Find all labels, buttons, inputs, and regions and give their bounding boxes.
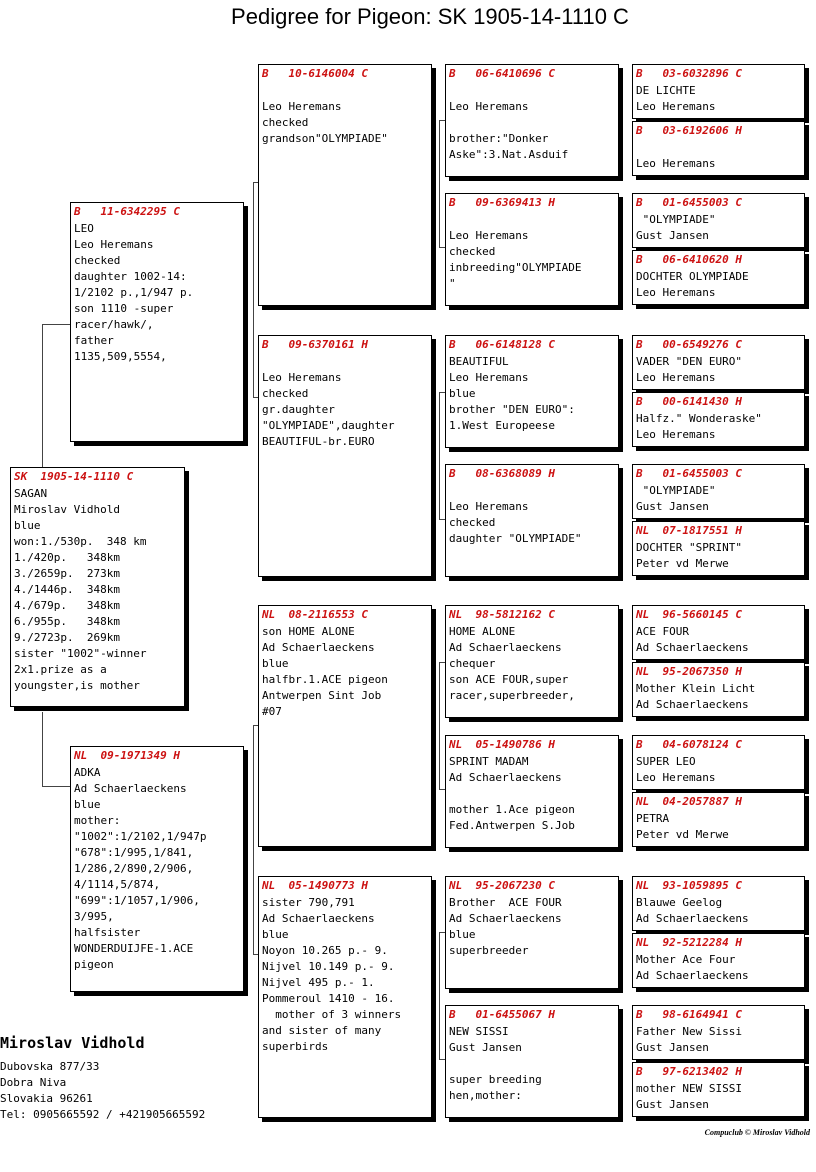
detail-line: SPRINT MADAM bbox=[449, 755, 529, 768]
pigeon-card-father bbox=[70, 202, 244, 442]
pigeon-card-mother bbox=[70, 746, 244, 992]
owner-city: Dobra Niva bbox=[0, 1076, 67, 1089]
pigeon-details bbox=[636, 483, 801, 515]
detail-line: halfsister bbox=[74, 926, 141, 939]
pigeon-details bbox=[636, 269, 801, 301]
detail-line: blue bbox=[262, 657, 289, 670]
pigeon-details bbox=[449, 895, 615, 959]
detail-line: Leo Heremans bbox=[449, 229, 529, 242]
detail-line: super breeding bbox=[449, 1073, 542, 1086]
pigeon-details bbox=[449, 1024, 615, 1104]
pigeon-card-g3 bbox=[632, 193, 805, 248]
detail-line: mother: bbox=[74, 814, 121, 827]
pigeon-details bbox=[449, 754, 615, 834]
detail-line: Gust Jansen bbox=[636, 500, 709, 513]
detail-line: Leo Heremans bbox=[262, 100, 342, 113]
ring-number: NL 95-2067230 C bbox=[449, 879, 555, 892]
pigeon-card-g13 bbox=[632, 876, 805, 931]
ring-number: B 97-6213402 H bbox=[636, 1065, 742, 1078]
pigeon-card-mfm bbox=[445, 735, 619, 848]
ring-number: B 01-6455003 C bbox=[636, 196, 742, 209]
detail-line: Antwerpen Sint Job bbox=[262, 689, 382, 702]
detail-line: daughter "OLYMPIADE" bbox=[449, 532, 582, 545]
pigeon-details bbox=[262, 83, 428, 147]
owner-phone: Tel: 0905665592 / +421905665592 bbox=[0, 1108, 206, 1121]
detail-line: Nijvel 495 p.- 1. bbox=[262, 976, 375, 989]
ring-number: SK 1905-14-1110 C bbox=[14, 470, 134, 483]
ring-number: B 10-6146004 C bbox=[262, 67, 368, 80]
detail-line: 1.West Europeese bbox=[449, 419, 555, 432]
detail-line: racer,superbreeder, bbox=[449, 689, 575, 702]
pigeon-details bbox=[636, 811, 801, 843]
detail-line: chequer bbox=[449, 657, 496, 670]
ring-number: NL 96-5660145 C bbox=[636, 608, 742, 621]
detail-line: Halfz." Wonderaske" bbox=[636, 412, 762, 425]
pigeon-card-fmf bbox=[445, 335, 619, 448]
detail-line: hen,mother: bbox=[449, 1089, 522, 1102]
pigeon-card-g11 bbox=[632, 735, 805, 790]
pigeon-details bbox=[636, 411, 801, 443]
detail-line: 4/1114,5/874, bbox=[74, 878, 161, 891]
ring-number: B 04-6078124 C bbox=[636, 738, 742, 751]
pigeon-card-g4 bbox=[632, 250, 805, 305]
ring-number: B 09-6369413 H bbox=[449, 196, 555, 209]
detail-line: Ad Schaerlaeckens bbox=[636, 969, 749, 982]
pigeon-details bbox=[262, 354, 428, 450]
detail-line: HOME ALONE bbox=[449, 625, 516, 638]
detail-line: Ad Schaerlaeckens bbox=[449, 912, 562, 925]
owner-country: Slovakia 96261 bbox=[0, 1092, 93, 1105]
detail-line: 3./2659p. 273km bbox=[14, 567, 120, 580]
detail-line: Father New Sissi bbox=[636, 1025, 742, 1038]
ring-number: NL 05-1490773 H bbox=[262, 879, 368, 892]
owner-address: Dubovska 877/33 bbox=[0, 1060, 100, 1073]
pigeon-card-fff bbox=[445, 64, 619, 177]
pigeon-details bbox=[636, 895, 801, 927]
detail-line: mother NEW SISSI bbox=[636, 1082, 742, 1095]
ring-number: B 00-6549276 C bbox=[636, 338, 742, 351]
detail-line: ADKA bbox=[74, 766, 101, 779]
ring-number: B 03-6032896 C bbox=[636, 67, 742, 80]
pigeon-card-g5 bbox=[632, 335, 805, 390]
detail-line: 6./955p. 348km bbox=[14, 615, 120, 628]
ring-number: B 06-6410620 H bbox=[636, 253, 742, 266]
ring-number: B 08-6368089 H bbox=[449, 467, 555, 480]
detail-line: blue bbox=[74, 798, 101, 811]
pigeon-card-g15 bbox=[632, 1005, 805, 1060]
detail-line: and sister of many bbox=[262, 1024, 382, 1037]
detail-line: won:1./530p. 348 km bbox=[14, 535, 147, 548]
detail-line: Brother ACE FOUR bbox=[449, 896, 562, 909]
pigeon-card-g16 bbox=[632, 1062, 805, 1117]
detail-line: Leo Heremans bbox=[636, 771, 716, 784]
detail-line: "OLYMPIADE" bbox=[636, 484, 716, 497]
detail-line: pigeon bbox=[74, 958, 114, 971]
detail-line: superbirds bbox=[262, 1040, 329, 1053]
ring-number: NL 95-2067350 H bbox=[636, 665, 742, 678]
detail-line: mother of 3 winners bbox=[262, 1008, 402, 1021]
ring-number: NL 07-1817551 H bbox=[636, 524, 742, 537]
pigeon-card-ff bbox=[258, 64, 432, 306]
detail-line: DE LICHTE bbox=[636, 84, 696, 97]
detail-line: Leo Heremans bbox=[636, 371, 716, 384]
detail-line bbox=[262, 354, 428, 370]
detail-line: superbreeder bbox=[449, 944, 529, 957]
detail-line bbox=[449, 483, 615, 499]
pigeon-details bbox=[262, 624, 428, 720]
pigeon-details bbox=[636, 540, 801, 572]
pigeon-card-mmf bbox=[445, 876, 619, 989]
ring-number: NL 08-2116553 C bbox=[262, 608, 368, 621]
pigeon-details bbox=[449, 624, 615, 704]
detail-line: sister 790,791 bbox=[262, 896, 355, 909]
detail-line: checked bbox=[449, 245, 496, 258]
ring-number: B 01-6455067 H bbox=[449, 1008, 555, 1021]
detail-line: Ad Schaerlaeckens bbox=[636, 698, 749, 711]
detail-line: Peter vd Merwe bbox=[636, 557, 729, 570]
ring-number: NL 04-2057887 H bbox=[636, 795, 742, 808]
pigeon-details bbox=[449, 83, 615, 163]
pigeon-card-g2 bbox=[632, 121, 805, 176]
detail-line: checked bbox=[74, 254, 121, 267]
pigeon-details bbox=[14, 486, 181, 694]
detail-line: Aske":3.Nat.Asduif bbox=[449, 148, 569, 161]
detail-line: Ad Schaerlaeckens bbox=[262, 641, 375, 654]
detail-line bbox=[449, 83, 615, 99]
detail-line: father bbox=[74, 334, 114, 347]
detail-line: 9./2723p. 269km bbox=[14, 631, 120, 644]
pigeon-card-subject bbox=[10, 467, 185, 707]
pigeon-card-g10 bbox=[632, 662, 805, 717]
ring-number: B 03-6192606 H bbox=[636, 124, 742, 137]
pigeon-details bbox=[636, 83, 801, 115]
detail-line: SUPER LEO bbox=[636, 755, 696, 768]
detail-line: DOCHTER "SPRINT" bbox=[636, 541, 742, 554]
detail-line: Leo Heremans bbox=[449, 100, 529, 113]
pigeon-details bbox=[74, 221, 240, 365]
pigeon-details bbox=[636, 754, 801, 786]
pigeon-details bbox=[636, 1081, 801, 1113]
ring-number: B 00-6141430 H bbox=[636, 395, 742, 408]
detail-line: Ad Schaerlaeckens bbox=[636, 641, 749, 654]
detail-line: "1002":1/2102,1/947p bbox=[74, 830, 207, 843]
pigeon-card-g8 bbox=[632, 521, 805, 576]
pigeon-card-g7 bbox=[632, 464, 805, 519]
connector bbox=[42, 324, 72, 470]
detail-line: Pommeroul 1410 - 16. bbox=[262, 992, 395, 1005]
detail-line: brother:"Donker bbox=[449, 132, 549, 145]
detail-line: " bbox=[449, 277, 456, 290]
detail-line: VADER "DEN EURO" bbox=[636, 355, 742, 368]
detail-line: son HOME ALONE bbox=[262, 625, 355, 638]
pigeon-details bbox=[449, 212, 615, 292]
detail-line: son ACE FOUR,super bbox=[449, 673, 569, 686]
detail-line: blue bbox=[449, 387, 476, 400]
detail-line: SAGAN bbox=[14, 487, 48, 500]
detail-line: Ad Schaerlaeckens bbox=[636, 912, 749, 925]
pigeon-card-mmm bbox=[445, 1005, 619, 1118]
detail-line: Blauwe Geelog bbox=[636, 896, 723, 909]
ring-number: B 01-6455003 C bbox=[636, 467, 742, 480]
pigeon-details bbox=[262, 895, 428, 1055]
detail-line: Gust Jansen bbox=[636, 229, 709, 242]
detail-line: blue bbox=[262, 928, 289, 941]
pigeon-card-g6 bbox=[632, 392, 805, 447]
pigeon-card-fmm bbox=[445, 464, 619, 577]
detail-line: WONDERDUIJFE-1.ACE bbox=[74, 942, 194, 955]
pigeon-details bbox=[449, 483, 615, 547]
detail-line: "699":1/1057,1/906, bbox=[74, 894, 200, 907]
ring-number: NL 09-1971349 H bbox=[74, 749, 180, 762]
detail-line: Leo Heremans bbox=[449, 371, 529, 384]
detail-line: 3/995, bbox=[74, 910, 114, 923]
detail-line: Fed.Antwerpen S.Job bbox=[449, 819, 575, 832]
detail-line: sister "1002"-winner bbox=[14, 647, 147, 660]
detail-line bbox=[449, 786, 615, 802]
detail-line: BEAUTIFUL-br.EURO bbox=[262, 435, 375, 448]
footer-credit: Compuclub © Miroslav Vidhold bbox=[704, 1128, 810, 1137]
detail-line: halfbr.1.ACE pigeon bbox=[262, 673, 388, 686]
detail-line: DOCHTER OLYMPIADE bbox=[636, 270, 749, 283]
detail-line: 1/286,2/890,2/906, bbox=[74, 862, 194, 875]
pigeon-card-g1 bbox=[632, 64, 805, 119]
detail-line: son 1110 -super bbox=[74, 302, 174, 315]
detail-line: Leo Heremans bbox=[636, 428, 716, 441]
detail-line: Mother Ace Four bbox=[636, 953, 736, 966]
pigeon-card-mf bbox=[258, 605, 432, 847]
pigeon-card-g12 bbox=[632, 792, 805, 847]
detail-line: "678":1/995,1/841, bbox=[74, 846, 194, 859]
detail-line: Leo Heremans bbox=[636, 157, 716, 170]
ring-number: B 06-6148128 C bbox=[449, 338, 555, 351]
pigeon-details bbox=[636, 1024, 801, 1056]
detail-line: Ad Schaerlaeckens bbox=[449, 771, 562, 784]
pigeon-details bbox=[636, 140, 801, 172]
ring-number: B 09-6370161 H bbox=[262, 338, 368, 351]
detail-line: Mother Klein Licht bbox=[636, 682, 756, 695]
detail-line: Ad Schaerlaeckens bbox=[74, 782, 187, 795]
detail-line: Gust Jansen bbox=[449, 1041, 522, 1054]
detail-line bbox=[449, 1056, 615, 1072]
detail-line: "OLYMPIADE",daughter bbox=[262, 419, 395, 432]
pigeon-details bbox=[636, 624, 801, 656]
detail-line: Leo Heremans bbox=[636, 100, 716, 113]
detail-line: Gust Jansen bbox=[636, 1098, 709, 1111]
pigeon-card-mm bbox=[258, 876, 432, 1118]
ring-number: B 06-6410696 C bbox=[449, 67, 555, 80]
detail-line: Gust Jansen bbox=[636, 1041, 709, 1054]
detail-line: Peter vd Merwe bbox=[636, 828, 729, 841]
detail-line: Ad Schaerlaeckens bbox=[449, 641, 562, 654]
pigeon-details bbox=[636, 212, 801, 244]
pigeon-details bbox=[636, 681, 801, 713]
detail-line: 4./1446p. 348km bbox=[14, 583, 120, 596]
ring-number: NL 93-1059895 C bbox=[636, 879, 742, 892]
detail-line: "OLYMPIADE" bbox=[636, 213, 716, 226]
detail-line: checked bbox=[262, 387, 309, 400]
detail-line: Leo Heremans bbox=[74, 238, 154, 251]
detail-line: 4./679p. 348km bbox=[14, 599, 120, 612]
detail-line: racer/hawk/, bbox=[74, 318, 154, 331]
detail-line bbox=[636, 140, 801, 156]
pigeon-card-g9 bbox=[632, 605, 805, 660]
owner-name: Miroslav Vidhold bbox=[0, 1034, 145, 1052]
ring-number: B 98-6164941 C bbox=[636, 1008, 742, 1021]
detail-line bbox=[262, 83, 428, 99]
detail-line: Miroslav Vidhold bbox=[14, 503, 120, 516]
detail-line: gr.daughter bbox=[262, 403, 335, 416]
ring-number: NL 92-5212284 H bbox=[636, 936, 742, 949]
detail-line: inbreeding"OLYMPIADE bbox=[449, 261, 582, 274]
detail-line: checked bbox=[262, 116, 309, 129]
ring-number: NL 05-1490786 H bbox=[449, 738, 555, 751]
detail-line: blue bbox=[449, 928, 476, 941]
ring-number: B 11-6342295 C bbox=[74, 205, 180, 218]
pigeon-card-fm bbox=[258, 335, 432, 577]
pigeon-card-ffm bbox=[445, 193, 619, 306]
detail-line: 1/2102 p.,1/947 p. bbox=[74, 286, 194, 299]
detail-line: 2x1.prize as a bbox=[14, 663, 107, 676]
pigeon-card-mff bbox=[445, 605, 619, 718]
detail-line: ACE FOUR bbox=[636, 625, 689, 638]
connector bbox=[42, 712, 72, 787]
detail-line: blue bbox=[14, 519, 41, 532]
detail-line: 1135,509,5554, bbox=[74, 350, 167, 363]
detail-line: LEO bbox=[74, 222, 94, 235]
pigeon-card-g14 bbox=[632, 933, 805, 988]
detail-line: youngster,is mother bbox=[14, 679, 140, 692]
detail-line: PETRA bbox=[636, 812, 670, 825]
pigeon-details bbox=[449, 354, 615, 434]
pigeon-details bbox=[74, 765, 240, 973]
detail-line: grandson"OLYMPIADE" bbox=[262, 132, 388, 145]
detail-line: 1./420p. 348km bbox=[14, 551, 120, 564]
pigeon-details bbox=[636, 354, 801, 386]
pigeon-details bbox=[636, 952, 801, 984]
detail-line: Noyon 10.265 p.- 9. bbox=[262, 944, 388, 957]
page-title: Pedigree for Pigeon: SK 1905-14-1110 C bbox=[231, 4, 629, 29]
detail-line: brother "DEN EURO": bbox=[449, 403, 575, 416]
detail-line bbox=[449, 212, 615, 228]
detail-line: mother 1.Ace pigeon bbox=[449, 803, 575, 816]
detail-line: #07 bbox=[262, 705, 282, 718]
ring-number: NL 98-5812162 C bbox=[449, 608, 555, 621]
detail-line: NEW SISSI bbox=[449, 1025, 509, 1038]
detail-line: BEAUTIFUL bbox=[449, 355, 509, 368]
detail-line: daughter 1002-14: bbox=[74, 270, 187, 283]
detail-line: Leo Heremans bbox=[449, 500, 529, 513]
detail-line: checked bbox=[449, 516, 496, 529]
detail-line bbox=[449, 115, 615, 131]
detail-line: Nijvel 10.149 p.- 9. bbox=[262, 960, 395, 973]
detail-line: Ad Schaerlaeckens bbox=[262, 912, 375, 925]
detail-line: Leo Heremans bbox=[262, 371, 342, 384]
detail-line: Leo Heremans bbox=[636, 286, 716, 299]
